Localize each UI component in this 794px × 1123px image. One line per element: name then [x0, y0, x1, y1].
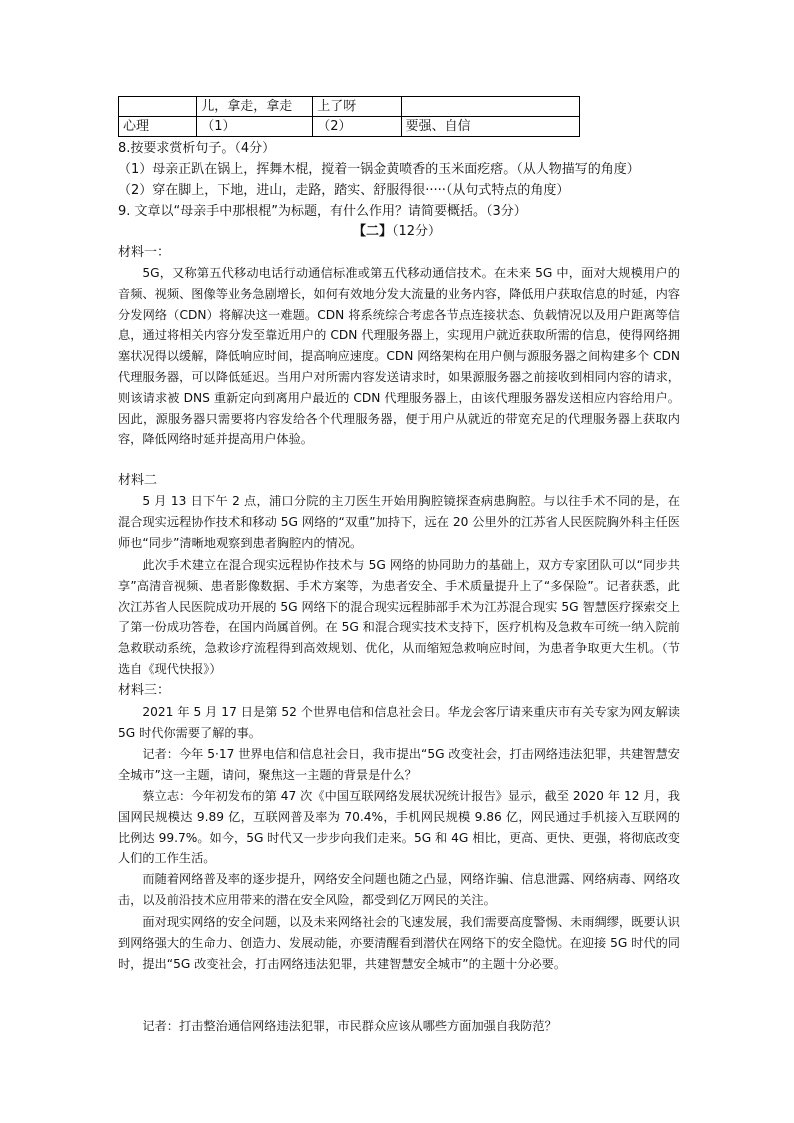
table-row	[119, 97, 580, 117]
question-8-title: 8.按要求赏析句子。（4分）	[118, 141, 276, 156]
table-cell	[401, 97, 579, 117]
section-score: （12分）	[391, 224, 442, 239]
material-1-label: 材料一：	[118, 245, 171, 260]
table-cell: 儿，拿走，拿走	[197, 97, 313, 117]
table-cell: 心理	[119, 117, 197, 137]
section-title: 【二】	[352, 224, 392, 239]
material-3-paragraph-4: 而随着网络普及率的逐步提升，网络安全问题也随之凸显，网络诈骗、信息泄露、网络病毒、网络攻击，以及前沿技术应用带来的潜在安全风险，都受到亿万网民的关注。	[118, 872, 680, 907]
table-row	[119, 117, 580, 137]
table-cell: 要强、自信	[401, 117, 579, 137]
table-cell	[119, 97, 197, 117]
table-cell: （1）	[197, 117, 313, 137]
material-2-label: 材料二	[118, 473, 158, 488]
material-3-paragraph-6: 记者：打击整治通信网络违法犯罪，市民群众应该从哪些方面加强自我防范？	[142, 1019, 557, 1033]
question-8-sentence-2: （2）穿在脚上，下地，进山，走路，踏实、舒服得很·····（从句式特点的角度）	[118, 183, 570, 198]
material-2-paragraph-1: 5 月 13 日下午 2 点，浦口分院的主刀医生开始用胸腔镜探查病患胸腔。与以往手术不同的是，在混合现实远程协作技术和移动 5G 网络的“双重”加持下，远在 20 公里外的江苏省人民医院胸外科主任医师也“同步”清晰地观察到患者胸腔内的情况。	[118, 494, 680, 550]
material-3-paragraph-1: 2021 年 5 月 17 日是第 52 个世界电信和信息社会日。华龙会客厅请来重庆市有关专家为网友解读 5G 时代你需要了解的事。	[118, 705, 680, 740]
material-1-paragraph: 5G，又称第五代移动电话行动通信标准或第五代移动通信技术。在未来 5G 中，面对大规模用户的音频、视频、图像等业务急剧增长，如何有效地分发大流量的业务内容，降低用户获取信息的时延，内容分发网络（CDN）将解决这一难题。CDN 将系统综合考虑各节点连接状态、负载情况以及用户距离等信息，通过将相关内容分发至靠近用户的 CDN 代理服务器上，实现用户就近获取所需的信息，使得网络拥塞状况得以缓解，降低响应时间，提高响应速度。CDN 网络架构在用户侧与源服务器之间构建多个 CDN 代理服务器，可以降低延迟。当用户对所需内容发送请求时，如果源服务器之前接收到相同内容的请求，则该请求被 DNS 重新定向到离用户最近的 CDN 代理服务器上，由该代理服务器发送相应内容给用户。因此，源服务器只需要将内容发给各个代理服务器，便于用户从就近的带宽充足的代理服务器上获取内容，降低网络时延并提高用户体验。	[118, 266, 680, 447]
material-3-paragraph-5: 面对现实网络的安全问题，以及未来网络社会的飞速发展，我们需要高度警惕、未雨绸缪，既要认识到网络强大的生命力、创造力、发展动能，亦要清醒看到潜伏在网络下的安全隐忧。在迎接 5G 时代的同时，提出“5G 改变社会，打击网络违法犯罪，共建智慧安全城市”的主题十分必要。	[118, 915, 680, 971]
question-9: 9. 文章以“母亲手中那根棍”为标题，有什么作用？请简要概括。（3分）	[118, 204, 527, 219]
material-3-paragraph-3: 蔡立志：今年初发布的第 47 次《中国互联网络发展状况统计报告》显示，截至 2020 年 12 月，我国网民规模达 9.89 亿，互联网普及率为 70.4%，手机网民规模 9.86 亿，网民通过手机接入互联网的比例达 99.7%。如今，5G 时代又一步步向我们走来。5G 和 4G 相比，更高、更快、更强，将彻底改变人们的工作生活。	[118, 789, 680, 866]
question-8-sentence-1: （1）母亲正趴在锅上，挥舞木棍，搅着一锅金黄喷香的玉米面疙瘩。（从人物描写的角度）	[118, 162, 640, 177]
material-2-paragraph-2: 此次手术建立在混合现实远程协作技术与 5G 网络的协同助力的基础上，双方专家团队可以“同步共享”高清音视频、患者影像数据、手术方案等，为患者安全、手术质量提升上了“多保险”。记者获悉，此次江苏省人民医院成功开展的 5G 网络下的混合现实远程肺部手术为江苏混合现实 5G 智慧医疗探索交上了第一份成功答卷，在国内尚属首例。在 5G 和混合现实技术支持下，医疗机构及急救车可统一纳入院前急救联动系统，急救诊疗流程得到高效规划、优化，从而缩短急救响应时间，为患者争取更大生机。（节选自《现代快报》）	[118, 558, 680, 676]
table-cell: 上了呀	[313, 97, 401, 117]
table-cell: （2）	[313, 117, 401, 137]
section-heading	[0, 222, 794, 242]
answer-table	[118, 96, 580, 137]
material-3-paragraph-2: 记者：今年 5·17 世界电信和信息社会日，我市提出“5G 改变社会，打击网络违法犯罪，共建智慧安全城市”这一主题，请问，聚焦这一主题的背景是什么？	[118, 747, 680, 782]
material-3-label: 材料三：	[118, 683, 171, 698]
